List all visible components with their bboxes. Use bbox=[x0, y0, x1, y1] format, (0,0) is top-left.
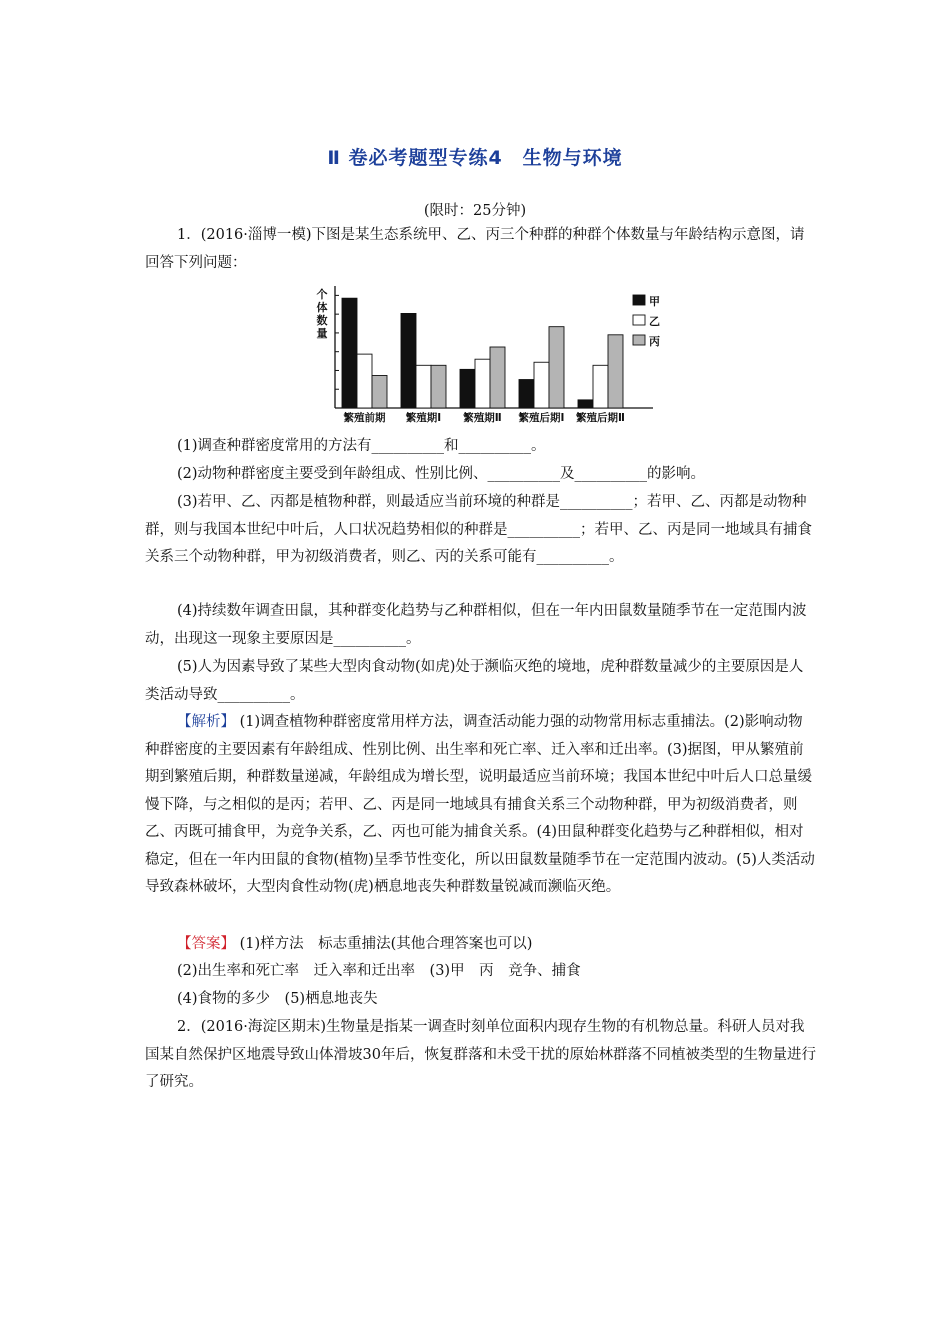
question-1-sub3: (3)若甲、乙、丙都是植物种群，则最适应当前环境的种群是__________；若甲、乙、丙都是动物种群，则与我国本世纪中叶后，人口状况趋势相似的种群是__________；若甲、乙、丙是同一地域具有捕食关系三个动物种群，甲为初级消费者，则乙、丙的关系可能有__________。 bbox=[145, 494, 812, 565]
legend-label-乙: 乙 bbox=[649, 315, 660, 328]
bar-乙-2 bbox=[475, 359, 490, 408]
page-title: Ⅱ 卷必考题型专练4 生物与环境 bbox=[327, 147, 623, 169]
bar-甲-1 bbox=[401, 313, 416, 408]
bar-乙-4 bbox=[593, 365, 608, 408]
x-tick-label: 繁殖期Ⅱ bbox=[463, 412, 502, 424]
answer-text-1: (1)样方法 标志重捕法(其他合理答案也可以) bbox=[239, 936, 533, 952]
question-1-stem: 1．(2016·淄博一模)下图是某生态系统甲、乙、丙三个种群的种群个体数量与年龄结构示意图，请回答下列问题： bbox=[145, 227, 805, 271]
question-1-sub4: (4)持续数年调查田鼠，其种群变化趋势与乙种群相似，但在一年内田鼠数量随季节在一定范围内波动，出现这一现象主要原因是__________。 bbox=[145, 603, 807, 647]
question-1-sub5: (5)人为因素导致了某些大型肉食动物(如虎)处于濒临灭绝的境地，虎种群数量减少的主要原因是人类活动导致__________。 bbox=[145, 659, 804, 703]
x-tick-label: 繁殖期Ⅰ bbox=[405, 412, 442, 424]
y-axis-label-char: 数 bbox=[316, 314, 328, 327]
bar-丙-2 bbox=[490, 347, 505, 408]
legend-label-甲: 甲 bbox=[649, 295, 660, 308]
bar-乙-3 bbox=[534, 362, 549, 408]
bar-丙-4 bbox=[608, 335, 623, 408]
analysis-label: 【解析】 bbox=[177, 714, 235, 730]
y-axis-label-char: 量 bbox=[316, 327, 328, 340]
bar-丙-3 bbox=[549, 327, 564, 408]
bar-甲-4 bbox=[578, 400, 593, 408]
answer-line-1 bbox=[145, 931, 817, 959]
answer-line-3: (4)食物的多少 (5)栖息地丧失 bbox=[177, 991, 378, 1007]
x-tick-label: 繁殖后期Ⅱ bbox=[576, 412, 625, 424]
answer-line-2: (2)出生率和死亡率 迁入率和迁出率 (3)甲 丙 竞争、捕食 bbox=[177, 963, 581, 979]
time-limit: (限时：25分钟) bbox=[423, 203, 527, 219]
bar-甲-0 bbox=[342, 298, 357, 408]
x-tick-label: 繁殖后期Ⅰ bbox=[518, 412, 565, 424]
legend-swatch-甲 bbox=[633, 295, 645, 305]
y-axis-label-char: 个 bbox=[316, 288, 328, 301]
question-1-sub1: (1)调查种群密度常用的方法有__________和__________。 bbox=[177, 438, 546, 454]
y-axis-label-char: 体 bbox=[316, 301, 328, 314]
population-bar-chart bbox=[300, 282, 660, 430]
bar-乙-1 bbox=[416, 365, 431, 408]
question-1-sub2: (2)动物种群密度主要受到年龄组成、性别比例、__________及__________的影响。 bbox=[177, 466, 706, 482]
bar-丙-0 bbox=[372, 375, 387, 408]
legend-label-丙: 丙 bbox=[649, 335, 660, 348]
question-2-stem: 2．(2016·海淀区期末)生物量是指某一调查时刻单位面积内现存生物的有机物总量。科研人员对我国某自然保护区地震导致山体滑坡30年后，恢复群落和未受干扰的原始林群落不同植被类型的生物量进行了研究。 bbox=[145, 1019, 816, 1090]
bar-乙-0 bbox=[357, 354, 372, 408]
bar-甲-2 bbox=[460, 369, 475, 408]
analysis-block bbox=[145, 709, 817, 902]
legend-swatch-乙 bbox=[633, 315, 645, 325]
bar-丙-1 bbox=[431, 365, 446, 408]
legend-swatch-丙 bbox=[633, 335, 645, 345]
bar-甲-3 bbox=[519, 380, 534, 408]
x-tick-label: 繁殖前期 bbox=[343, 412, 386, 424]
analysis-text: (1)调查植物种群密度常用样方法，调查活动能力强的动物常用标志重捕法。(2)影响动物种群密度的主要因素有年龄组成、性别比例、出生率和死亡率、迁入率和迁出率。(3)据图，甲从繁殖前期到繁殖后期，种群数量递减，年龄组成为增长型，说明最适应当前环境；我国本世纪中叶后人口总量缓慢下降，与之相似的是丙；若甲、乙、丙是同一地域具有捕食关系三个动物种群，甲为初级消费者，则乙、丙既可捕食甲，为竞争关系，乙、丙也可能为捕食关系。(4)田鼠种群变化趋势与乙种群相似，相对稳定，但在一年内田鼠的食物(植物)呈季节性变化，所以田鼠数量随季节在一定范围内波动。(5)人类活动导致森林破坏，大型肉食性动物(虎)栖息地丧失种群数量锐减而濒临灭绝。 bbox=[145, 714, 815, 895]
answer-label: 【答案】 bbox=[177, 936, 235, 952]
